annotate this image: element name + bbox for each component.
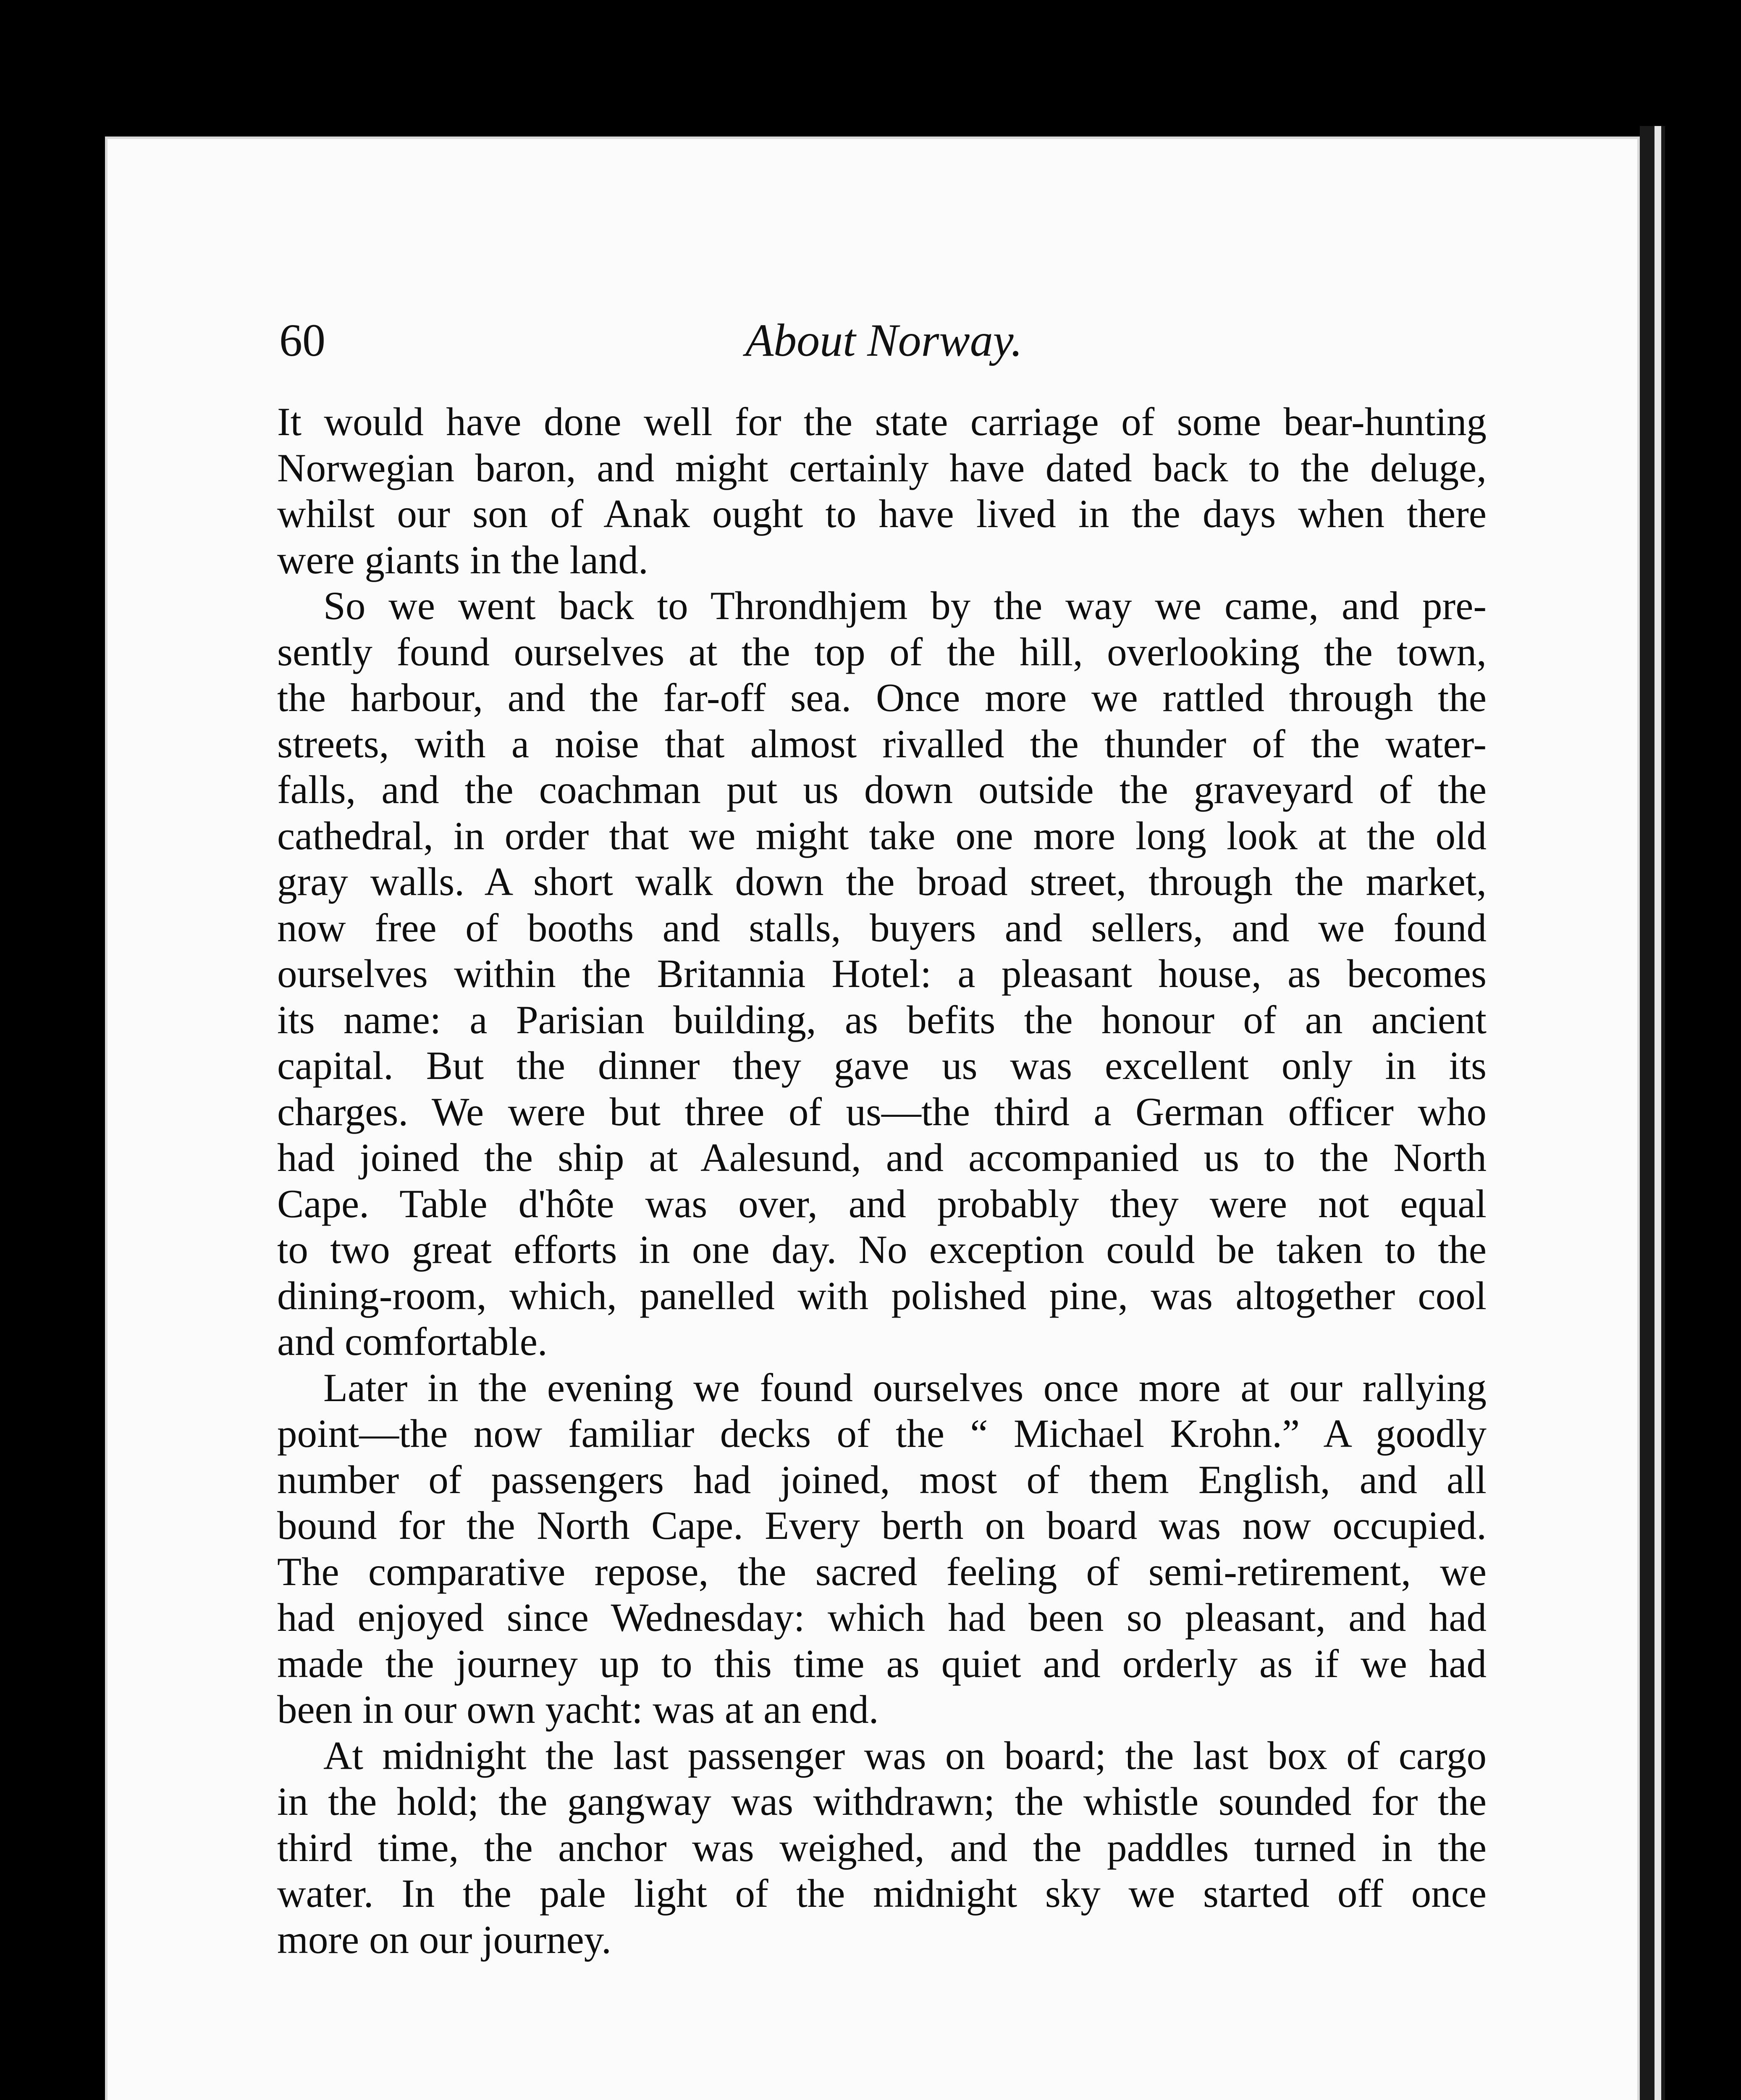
text-line: At midnight the last passenger was on board; the last box of cargo [323,1733,1487,1778]
paragraph-2 [277,583,1487,1365]
text-line: had joined the ship at Aalesund, and accompanied us to the North [277,1135,1487,1180]
text-line: cathedral, in order that we might take one more long look at the old [277,813,1487,858]
text-line: to two great efforts in one day. No exception could be taken to the [277,1227,1487,1272]
body-text [277,399,1487,1963]
text-line: sently found ourselves at the top of the hill, overlooking the town, [277,629,1487,674]
spine-page-edge [1654,126,1661,2100]
text-line: and comfortable. [277,1319,548,1364]
page-number: 60 [279,315,325,366]
text-line: So we went back to Throndhjem by the way we came, and pre- [323,583,1487,628]
text-line: made the journey up to this time as quiet and orderly as if we had [277,1641,1487,1686]
text-line: It would have done well for the state carriage of some bear-hunting [277,399,1487,444]
text-line: streets, with a noise that almost rivalled the thunder of the water- [277,721,1487,766]
text-line: Norwegian baron, and might certainly have dated back to the deluge, [277,445,1487,490]
text-line: capital. But the dinner they gave us was excellent only in its [277,1043,1487,1088]
running-title: About Norway. [745,315,1023,366]
text-line: third time, the anchor was weighed, and the paddles turned in the [277,1825,1487,1870]
text-line: The comparative repose, the sacred feeling of semi-retirement, we [277,1549,1487,1594]
text-line: number of passengers had joined, most of them English, and all [277,1457,1487,1502]
text-line: its name: a Parisian building, as befits the honour of an ancient [277,997,1487,1042]
book-spine [1640,126,1665,2100]
text-line: point—the now familiar decks of the “ Michael Krohn.” A goodly [277,1411,1487,1456]
paragraph-3 [277,1365,1487,1733]
text-line: water. In the pale light of the midnight sky we started off once [277,1871,1487,1916]
text-line: ourselves within the Britannia Hotel: a pleasant house, as becomes [277,951,1487,996]
text-line: gray walls. A short walk down the broad street, through the market, [277,859,1487,904]
text-line: charges. We were but three of us—the third a German officer who [277,1089,1487,1134]
text-line: now free of booths and stalls, buyers and sellers, and we found [277,905,1487,950]
paragraph-1 [277,399,1487,583]
text-line: had enjoyed since Wednesday: which had been so pleasant, and had [277,1595,1487,1640]
text-line: bound for the North Cape. Every berth on board was now occupied. [277,1503,1487,1548]
text-line: the harbour, and the far-off sea. Once more we rattled through the [277,675,1487,720]
paragraph-4 [277,1733,1487,1963]
text-line: in the hold; the gangway was withdrawn; the whistle sounded for the [277,1779,1487,1824]
text-line: whilst our son of Anak ought to have lived in the days when there [277,491,1487,536]
text-line: more on our journey. [277,1917,611,1962]
text-line: Later in the evening we found ourselves once more at our rallying [323,1365,1487,1410]
text-line: been in our own yacht: was at an end. [277,1687,879,1732]
text-line: Cape. Table d'hôte was over, and probably they were not equal [277,1181,1487,1226]
text-line: dining-room, which, panelled with polished pine, was altogether cool [277,1273,1487,1318]
running-head [279,309,1489,372]
text-line: falls, and the coachman put us down outside the graveyard of the [277,767,1487,812]
text-line: were giants in the land. [277,537,648,582]
